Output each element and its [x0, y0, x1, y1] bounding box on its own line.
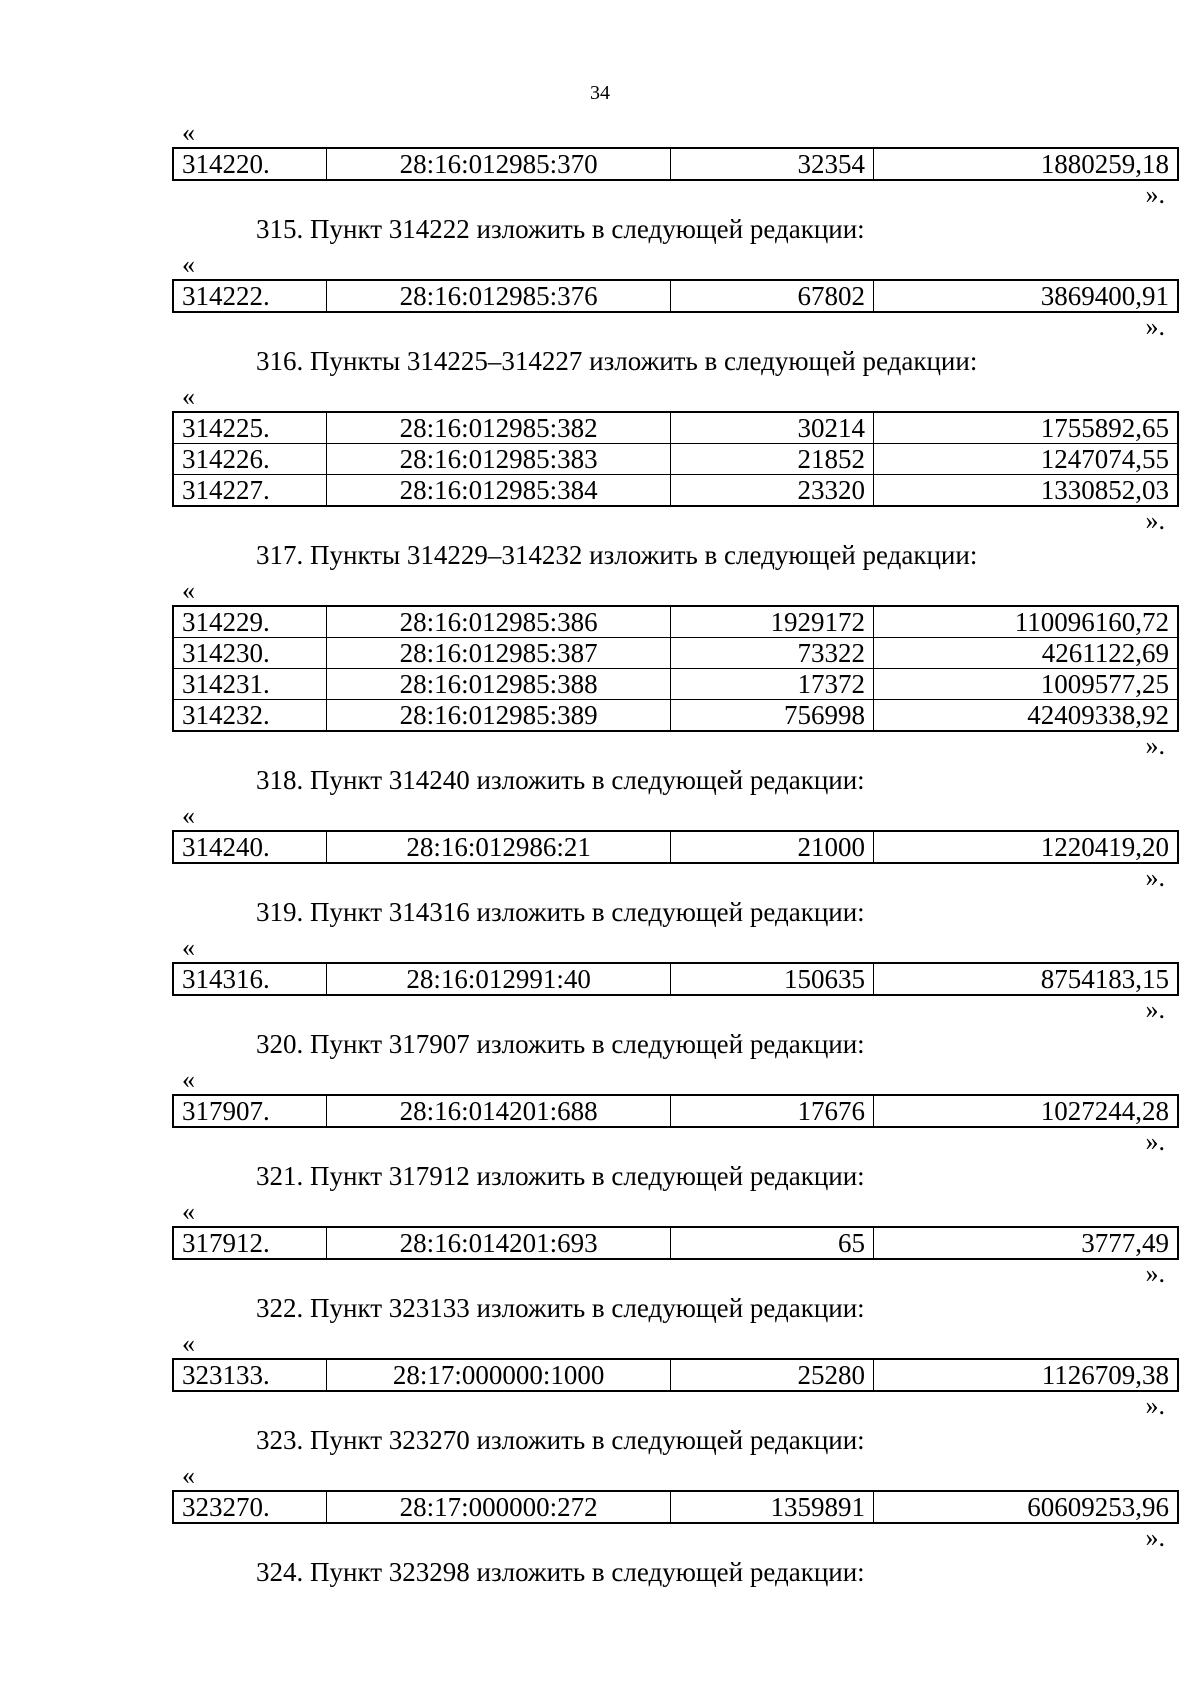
area-value: 25280 — [670, 1359, 873, 1391]
cost-value: 1755892,65 — [873, 412, 1178, 444]
cadastral-number: 28:16:012986:21 — [327, 831, 671, 863]
closing-quote: ». — [1145, 180, 1165, 209]
amendment-table — [172, 147, 1179, 181]
table-row — [173, 700, 1178, 732]
area-value: 1359891 — [670, 1491, 873, 1523]
closing-quote: ». — [1145, 1127, 1165, 1156]
item-number: 314222. — [173, 280, 327, 312]
closing-quote: ». — [1145, 1391, 1165, 1420]
area-value: 17372 — [670, 669, 873, 700]
opening-quote: « — [182, 1329, 195, 1358]
item-number: 314226. — [173, 444, 327, 475]
amendment-table — [172, 830, 1179, 864]
amendment-paragraph: 320. Пункт 317907 изложить в следующей редакции: — [256, 1029, 865, 1059]
cost-value: 1247074,55 — [873, 444, 1178, 475]
area-value: 21852 — [670, 444, 873, 475]
cadastral-number: 28:16:012985:383 — [327, 444, 671, 475]
item-number: 314230. — [173, 638, 327, 669]
table-row — [173, 148, 1178, 180]
table-row — [173, 444, 1178, 475]
cost-value: 1220419,20 — [873, 831, 1178, 863]
area-value: 21000 — [670, 831, 873, 863]
cost-value: 1009577,25 — [873, 669, 1178, 700]
cadastral-number: 28:16:014201:688 — [327, 1095, 671, 1127]
area-value: 32354 — [670, 148, 873, 180]
amendment-paragraph: 321. Пункт 317912 изложить в следующей редакции: — [256, 1161, 865, 1191]
amendment-paragraph: 318. Пункт 314240 изложить в следующей редакции: — [256, 765, 865, 795]
table-row — [173, 669, 1178, 700]
table-row — [173, 1095, 1178, 1127]
amendment-paragraph: 317. Пункты 314229–314232 изложить в следующей редакции: — [256, 540, 978, 570]
cost-value: 1330852,03 — [873, 475, 1178, 507]
amendment-table — [172, 1358, 1179, 1392]
item-number: 314240. — [173, 831, 327, 863]
table-row — [173, 280, 1178, 312]
table-row — [173, 963, 1178, 995]
closing-quote: ». — [1145, 506, 1165, 535]
cadastral-number: 28:16:012985:382 — [327, 412, 671, 444]
opening-quote: « — [182, 576, 195, 605]
item-number: 317907. — [173, 1095, 327, 1127]
amendment-table — [172, 411, 1179, 507]
table-row — [173, 1491, 1178, 1523]
amendment-paragraph: 319. Пункт 314316 изложить в следующей редакции: — [256, 897, 865, 927]
cadastral-number: 28:16:012985:388 — [327, 669, 671, 700]
item-number: 314232. — [173, 700, 327, 732]
cost-value: 60609253,96 — [873, 1491, 1178, 1523]
area-value: 23320 — [670, 475, 873, 507]
cadastral-number: 28:16:012985:386 — [327, 606, 671, 638]
opening-quote: « — [182, 1461, 195, 1490]
area-value: 150635 — [670, 963, 873, 995]
closing-quote: ». — [1145, 995, 1165, 1024]
closing-quote: ». — [1145, 1259, 1165, 1288]
table-row — [173, 1359, 1178, 1391]
cost-value: 3869400,91 — [873, 280, 1178, 312]
table-row — [173, 412, 1178, 444]
cost-value: 3777,49 — [873, 1227, 1178, 1259]
cost-value: 42409338,92 — [873, 700, 1178, 732]
opening-quote: « — [182, 933, 195, 962]
cadastral-number: 28:16:012991:40 — [327, 963, 671, 995]
table-row — [173, 638, 1178, 669]
opening-quote: « — [182, 250, 195, 279]
area-value: 67802 — [670, 280, 873, 312]
item-number: 314231. — [173, 669, 327, 700]
cadastral-number: 28:16:012985:387 — [327, 638, 671, 669]
item-number: 314227. — [173, 475, 327, 507]
area-value: 65 — [670, 1227, 873, 1259]
opening-quote: « — [182, 118, 195, 147]
cost-value: 1880259,18 — [873, 148, 1178, 180]
amendment-paragraph: 324. Пункт 323298 изложить в следующей редакции: — [256, 1557, 865, 1587]
closing-quote: ». — [1145, 731, 1165, 760]
area-value: 1929172 — [670, 606, 873, 638]
table-row — [173, 1227, 1178, 1259]
amendment-table — [172, 279, 1179, 313]
page-number: 34 — [590, 82, 610, 104]
table-row — [173, 831, 1178, 863]
item-number: 314316. — [173, 963, 327, 995]
amendment-paragraph: 323. Пункт 323270 изложить в следующей редакции: — [256, 1425, 865, 1455]
cost-value: 110096160,72 — [873, 606, 1178, 638]
cost-value: 1027244,28 — [873, 1095, 1178, 1127]
area-value: 73322 — [670, 638, 873, 669]
item-number: 317912. — [173, 1227, 327, 1259]
table-row — [173, 475, 1178, 507]
area-value: 17676 — [670, 1095, 873, 1127]
closing-quote: ». — [1145, 312, 1165, 341]
cadastral-number: 28:16:012985:376 — [327, 280, 671, 312]
amendment-paragraph: 315. Пункт 314222 изложить в следующей редакции: — [256, 214, 865, 244]
item-number: 314229. — [173, 606, 327, 638]
item-number: 323133. — [173, 1359, 327, 1391]
amendment-table — [172, 1094, 1179, 1128]
cadastral-number: 28:16:012985:370 — [327, 148, 671, 180]
cost-value: 1126709,38 — [873, 1359, 1178, 1391]
cadastral-number: 28:16:012985:389 — [327, 700, 671, 732]
opening-quote: « — [182, 382, 195, 411]
opening-quote: « — [182, 801, 195, 830]
item-number: 314220. — [173, 148, 327, 180]
cadastral-number: 28:16:014201:693 — [327, 1227, 671, 1259]
cost-value: 4261122,69 — [873, 638, 1178, 669]
closing-quote: ». — [1145, 863, 1165, 892]
amendment-table — [172, 962, 1179, 996]
amendment-table — [172, 1490, 1179, 1524]
cadastral-number: 28:17:000000:1000 — [327, 1359, 671, 1391]
cadastral-number: 28:16:012985:384 — [327, 475, 671, 507]
table-row — [173, 606, 1178, 638]
amendment-paragraph: 316. Пункты 314225–314227 изложить в следующей редакции: — [256, 346, 978, 376]
document-body — [172, 118, 1179, 1593]
area-value: 30214 — [670, 412, 873, 444]
closing-quote: ». — [1145, 1523, 1165, 1552]
item-number: 314225. — [173, 412, 327, 444]
area-value: 756998 — [670, 700, 873, 732]
amendment-paragraph: 322. Пункт 323133 изложить в следующей редакции: — [256, 1293, 865, 1323]
cost-value: 8754183,15 — [873, 963, 1178, 995]
opening-quote: « — [182, 1065, 195, 1094]
item-number: 323270. — [173, 1491, 327, 1523]
amendment-table — [172, 1226, 1179, 1260]
amendment-table — [172, 605, 1179, 732]
cadastral-number: 28:17:000000:272 — [327, 1491, 671, 1523]
opening-quote: « — [182, 1197, 195, 1226]
